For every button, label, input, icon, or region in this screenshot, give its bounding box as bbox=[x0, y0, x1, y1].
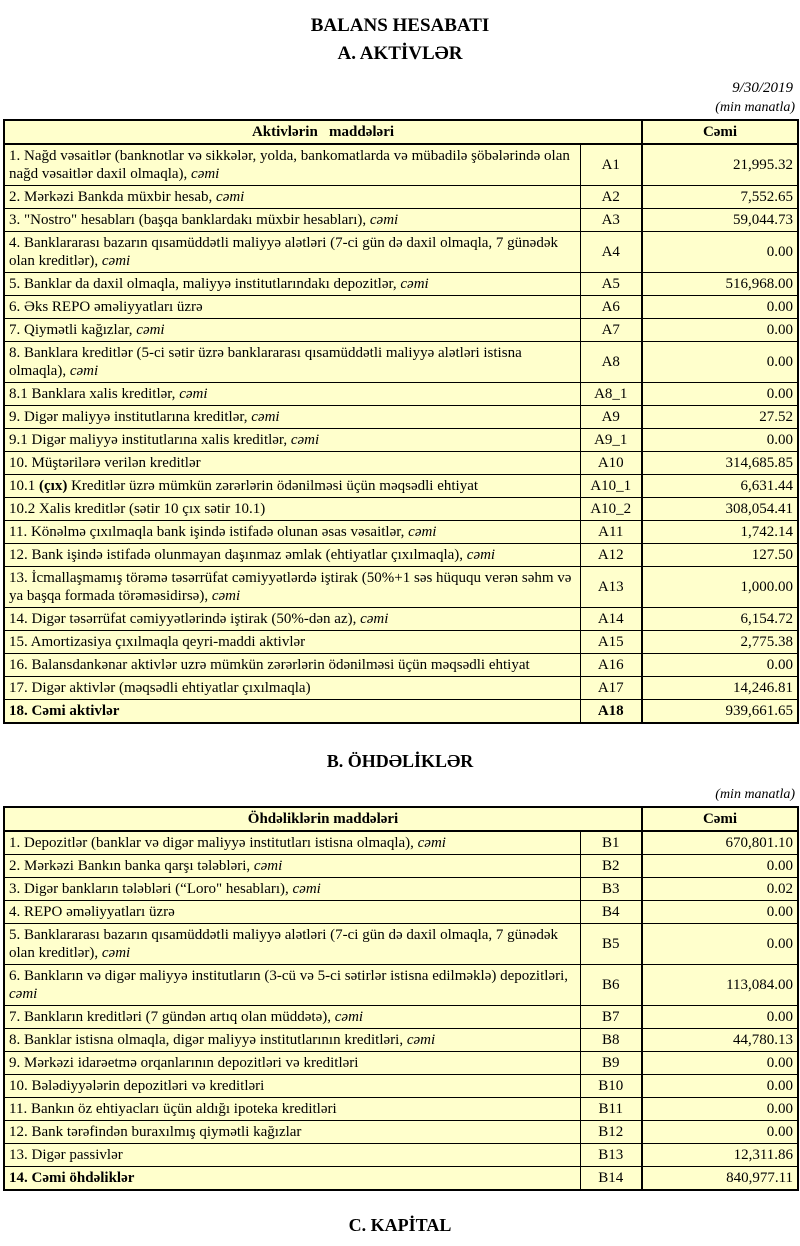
row-value: 113,084.00 bbox=[642, 965, 798, 1006]
row-code: B4 bbox=[580, 901, 642, 924]
row-label bbox=[4, 544, 580, 567]
row-value: 44,780.13 bbox=[642, 1029, 798, 1052]
row-label-segment: 6. Əks REPO əməliyyatları üzrə bbox=[9, 299, 203, 316]
row-value: 939,661.65 bbox=[642, 700, 798, 724]
row-label-segment: 9. Mərkəzi idarəetmə orqanlarının depozitləri və kreditləri bbox=[9, 1055, 359, 1072]
row-label bbox=[4, 209, 580, 232]
row-label-segment: cəmi bbox=[251, 409, 280, 426]
row-label-segment: 14. Cəmi öhdəliklər bbox=[9, 1170, 135, 1187]
row-label bbox=[4, 1075, 580, 1098]
row-label-segment: 14. Digər təsərrüfat cəmiyyətlərində iştirak (50%-dən az), bbox=[9, 611, 361, 628]
row-label-segment: 3. Digər bankların tələbləri (“Loro" hesabları), bbox=[9, 881, 293, 898]
row-label-segment: cəmi bbox=[136, 322, 165, 339]
row-label-segment: cəmi bbox=[253, 858, 283, 875]
table-row bbox=[4, 186, 798, 209]
row-label bbox=[4, 273, 580, 296]
row-label-segment: cəmi bbox=[369, 212, 399, 229]
row-label bbox=[4, 700, 580, 724]
row-value: 12,311.86 bbox=[642, 1144, 798, 1167]
row-label bbox=[4, 1052, 580, 1075]
row-label bbox=[4, 521, 580, 544]
row-value: 670,801.10 bbox=[642, 831, 798, 855]
row-code: A5 bbox=[580, 273, 642, 296]
table-row bbox=[4, 521, 798, 544]
row-value: 0.00 bbox=[642, 1006, 798, 1029]
row-code: B14 bbox=[580, 1167, 642, 1191]
assets-header-value: Cəmi bbox=[642, 120, 798, 144]
row-label-segment: 6. Bankların və digər maliyyə institutların (3-cü və 5-ci sətirlər istisna edilməklə) depozitləri, bbox=[9, 968, 568, 985]
row-label-segment: 10. Bələdiyyələrin depozitləri və kreditləri bbox=[9, 1078, 265, 1095]
row-label-segment: 4. REPO əməliyyatları üzrə bbox=[9, 904, 175, 921]
row-label bbox=[4, 1167, 580, 1191]
row-label-segment: cəmi bbox=[466, 547, 496, 564]
row-value: 7,552.65 bbox=[642, 186, 798, 209]
row-label bbox=[4, 878, 580, 901]
row-code: A8_1 bbox=[580, 383, 642, 406]
row-value: 6,154.72 bbox=[642, 608, 798, 631]
row-code: B3 bbox=[580, 878, 642, 901]
row-value: 1,000.00 bbox=[642, 567, 798, 608]
row-code: B8 bbox=[580, 1029, 642, 1052]
row-value: 0.00 bbox=[642, 342, 798, 383]
row-label bbox=[4, 475, 580, 498]
row-value: 314,685.85 bbox=[642, 452, 798, 475]
table-row bbox=[4, 878, 798, 901]
section-c-title: C. KAPİTAL bbox=[348, 1215, 452, 1236]
table-row bbox=[4, 700, 798, 724]
table-row bbox=[4, 1006, 798, 1029]
row-code: A10 bbox=[580, 452, 642, 475]
table-row bbox=[4, 383, 798, 406]
row-label bbox=[4, 1006, 580, 1029]
row-code: A12 bbox=[580, 544, 642, 567]
row-value: 127.50 bbox=[642, 544, 798, 567]
row-code: A16 bbox=[580, 654, 642, 677]
row-label-segment: cəmi bbox=[408, 524, 437, 541]
row-code: B11 bbox=[580, 1098, 642, 1121]
liabilities-header-value: Cəmi bbox=[642, 807, 798, 831]
row-code: B10 bbox=[580, 1075, 642, 1098]
row-value: 0.00 bbox=[642, 1121, 798, 1144]
row-code: A8 bbox=[580, 342, 642, 383]
row-code: A10_2 bbox=[580, 498, 642, 521]
row-value: 59,044.73 bbox=[642, 209, 798, 232]
row-label-segment: cəmi bbox=[69, 363, 99, 380]
row-code: A1 bbox=[580, 144, 642, 186]
row-code: A11 bbox=[580, 521, 642, 544]
row-value: 0.00 bbox=[642, 1075, 798, 1098]
row-label bbox=[4, 608, 580, 631]
row-label bbox=[4, 498, 580, 521]
row-label-segment: cəmi bbox=[290, 432, 320, 449]
row-label-segment: 7. Bankların kreditləri (7 gündən artıq olan müddətə), bbox=[9, 1009, 335, 1026]
row-label bbox=[4, 452, 580, 475]
row-label bbox=[4, 1121, 580, 1144]
row-code: A4 bbox=[580, 232, 642, 273]
row-label-segment: cəmi bbox=[101, 945, 131, 962]
row-code: A7 bbox=[580, 319, 642, 342]
row-code: B13 bbox=[580, 1144, 642, 1167]
row-code: A14 bbox=[580, 608, 642, 631]
row-value: 0.00 bbox=[642, 1098, 798, 1121]
row-label-segment: 7. Qiymətli kağızlar, bbox=[9, 322, 137, 339]
row-label bbox=[4, 1029, 580, 1052]
row-code: A17 bbox=[580, 677, 642, 700]
table-row bbox=[4, 232, 798, 273]
row-label-segment: 5. Banklararası bazarın qısamüddətli maliyyə alətləri (7-ci gün də daxil olmaqla, 7 günədək olan kreditlər), bbox=[9, 927, 558, 962]
row-label-segment: 8. Banklara kreditlər (5-ci sətir üzrə banklararası qısamüddətli maliyyə alətləri istisna olmaqla), bbox=[9, 345, 522, 380]
row-label-segment: cəmi bbox=[406, 1032, 436, 1049]
row-label-segment: 10.2 Xalis kreditlər (sətir 10 çıx sətir 10.1) bbox=[9, 501, 266, 518]
table-row bbox=[4, 452, 798, 475]
row-label-segment: 10.1 bbox=[9, 478, 39, 495]
row-value: 0.02 bbox=[642, 878, 798, 901]
row-label bbox=[4, 631, 580, 654]
row-label bbox=[4, 342, 580, 383]
assets-header-label: Aktivlərin maddələri bbox=[4, 120, 642, 144]
row-value: 516,968.00 bbox=[642, 273, 798, 296]
table-row bbox=[4, 677, 798, 700]
row-label-segment: (çıx) bbox=[39, 478, 68, 495]
table-row bbox=[4, 1075, 798, 1098]
row-value: 0.00 bbox=[642, 654, 798, 677]
table-row bbox=[4, 831, 798, 855]
row-code: A10_1 bbox=[580, 475, 642, 498]
row-label bbox=[4, 296, 580, 319]
row-value: 0.00 bbox=[642, 319, 798, 342]
table-row bbox=[4, 406, 798, 429]
table-row bbox=[4, 273, 798, 296]
row-label-segment: cəmi bbox=[292, 881, 321, 898]
row-label-segment: cəmi bbox=[211, 588, 241, 605]
row-label-segment: cəmi bbox=[101, 253, 131, 270]
unit-note-2: (min manatla) bbox=[715, 787, 795, 803]
row-label-segment: 17. Digər aktivlər (məqsədli ehtiyatlar çıxılmaqla) bbox=[9, 680, 311, 697]
row-label-segment: 18. Cəmi aktivlər bbox=[9, 703, 120, 720]
row-code: B5 bbox=[580, 924, 642, 965]
row-label bbox=[4, 831, 580, 855]
row-code: B7 bbox=[580, 1006, 642, 1029]
row-value: 1,742.14 bbox=[642, 521, 798, 544]
table-row bbox=[4, 924, 798, 965]
section-b-title: B. ÖHDƏLİKLƏR bbox=[326, 751, 474, 772]
table-row bbox=[4, 475, 798, 498]
row-label-segment: 13. Digər passivlər bbox=[9, 1147, 123, 1164]
row-label-segment: cəmi bbox=[216, 189, 245, 206]
table-row bbox=[4, 342, 798, 383]
row-label-segment: 16. Balansdankənar aktivlər uzrə mümkün zərərlərin ödənilməsi üçün məqsədli ehtiyat bbox=[9, 657, 530, 674]
report-date: 9/30/2019 bbox=[732, 80, 793, 97]
row-value: 6,631.44 bbox=[642, 475, 798, 498]
row-label-segment: 3. "Nostro" hesabları (başqa banklardakı müxbir hesabları), bbox=[9, 212, 370, 229]
table-row bbox=[4, 1167, 798, 1191]
row-code: A2 bbox=[580, 186, 642, 209]
table-row bbox=[4, 498, 798, 521]
row-label-segment: 9. Digər maliyyə institutlarına kreditlər, bbox=[9, 409, 252, 426]
row-label bbox=[4, 429, 580, 452]
row-label bbox=[4, 654, 580, 677]
row-label bbox=[4, 186, 580, 209]
row-label-segment: 2. Mərkəzi Bankda müxbir hesab, bbox=[9, 189, 217, 206]
row-label bbox=[4, 144, 580, 186]
table-row bbox=[4, 608, 798, 631]
row-value: 0.00 bbox=[642, 855, 798, 878]
table-row bbox=[4, 1144, 798, 1167]
row-label-segment: 1. Nağd vəsaitlər (banknotlar və sikkələr, yolda, bankomatlarda və mübadilə şöbələrində olan nağd vəsaitlər daxil olmaqla), bbox=[9, 148, 570, 183]
row-label-segment: cəmi bbox=[400, 276, 429, 293]
row-label-segment: 4. Banklararası bazarın qısamüddətli maliyyə alətləri (7-ci gün də daxil olmaqla, 7 günədək olan kreditlər), bbox=[9, 235, 558, 270]
row-label bbox=[4, 901, 580, 924]
row-code: A13 bbox=[580, 567, 642, 608]
row-label-segment: 2. Mərkəzi Bankın banka qarşı tələbləri, bbox=[9, 858, 254, 875]
row-value: 0.00 bbox=[642, 383, 798, 406]
row-label bbox=[4, 965, 580, 1006]
row-value: 0.00 bbox=[642, 1052, 798, 1075]
row-code: A18 bbox=[580, 700, 642, 724]
liabilities-table bbox=[3, 806, 799, 1191]
row-label bbox=[4, 924, 580, 965]
report-title: BALANS HESABATI bbox=[310, 15, 490, 36]
row-code: B9 bbox=[580, 1052, 642, 1075]
row-code: B12 bbox=[580, 1121, 642, 1144]
row-label-segment: cəmi bbox=[334, 1009, 364, 1026]
row-label-segment: 12. Bank işində istifadə olunmayan daşınmaz əmlak (ehtiyatlar çıxılmaqla), bbox=[9, 547, 467, 564]
row-value: 0.00 bbox=[642, 924, 798, 965]
table-row bbox=[4, 544, 798, 567]
row-code: A15 bbox=[580, 631, 642, 654]
table-row bbox=[4, 965, 798, 1006]
row-value: 14,246.81 bbox=[642, 677, 798, 700]
row-label-segment: 8. Banklar istisna olmaqla, digər maliyyə institutlarının kreditləri, bbox=[9, 1032, 407, 1049]
row-label bbox=[4, 1098, 580, 1121]
row-label bbox=[4, 677, 580, 700]
row-label-segment: 13. İcmallaşmamış törəmə təsərrüfat cəmiyyətlərdə iştirak (50%+1 səs hüququ verən səhm və ya başqa formada törəməsidirsə), bbox=[9, 570, 572, 605]
row-label bbox=[4, 567, 580, 608]
table-row bbox=[4, 1029, 798, 1052]
row-label-segment: 11. Bankın öz ehtiyacları üçün aldığı ipoteka kreditləri bbox=[9, 1101, 337, 1118]
table-row bbox=[4, 901, 798, 924]
row-label-segment: 9.1 Digər maliyyə institutlarına xalis kreditlər, bbox=[9, 432, 291, 449]
row-label-segment: cəmi bbox=[9, 986, 38, 1003]
row-label-segment: cəmi bbox=[179, 386, 208, 403]
row-label-segment: 1. Depozitlər (banklar və digər maliyyə institutları istisna olmaqla), bbox=[9, 835, 418, 852]
row-label-segment: cəmi bbox=[191, 166, 220, 183]
unit-note: (min manatla) bbox=[715, 100, 795, 116]
row-label-segment: 12. Bank tərəfindən buraxılmış qiymətli kağızlar bbox=[9, 1124, 302, 1141]
row-code: A3 bbox=[580, 209, 642, 232]
table-row bbox=[4, 144, 798, 186]
table-row bbox=[4, 855, 798, 878]
row-value: 0.00 bbox=[642, 429, 798, 452]
table-row bbox=[4, 296, 798, 319]
row-value: 0.00 bbox=[642, 232, 798, 273]
table-row bbox=[4, 1098, 798, 1121]
page-title bbox=[3, 12, 797, 67]
row-label-segment: cəmi bbox=[417, 835, 446, 852]
row-label-segment: Kreditlər üzrə mümkün zərərlərin ödənilməsi üçün məqsədli ehtiyat bbox=[67, 478, 479, 495]
row-label-segment: 11. Könəlmə çıxılmaqla bank işində istifadə olunan əsas vəsaitlər, bbox=[9, 524, 409, 541]
table-row bbox=[4, 1052, 798, 1075]
row-value: 27.52 bbox=[642, 406, 798, 429]
row-label bbox=[4, 855, 580, 878]
table-row bbox=[4, 1121, 798, 1144]
row-label bbox=[4, 1144, 580, 1167]
row-value: 0.00 bbox=[642, 296, 798, 319]
assets-table-header-row bbox=[4, 120, 798, 144]
table-row bbox=[4, 319, 798, 342]
section-a-title: A. AKTİVLƏR bbox=[337, 42, 463, 64]
row-label bbox=[4, 406, 580, 429]
row-code: A9_1 bbox=[580, 429, 642, 452]
row-code: B1 bbox=[580, 831, 642, 855]
row-label-segment: 8.1 Banklara xalis kreditlər, bbox=[9, 386, 180, 403]
row-value: 2,775.38 bbox=[642, 631, 798, 654]
row-label bbox=[4, 383, 580, 406]
liabilities-table-header-row bbox=[4, 807, 798, 831]
table-row bbox=[4, 209, 798, 232]
row-value: 308,054.41 bbox=[642, 498, 798, 521]
assets-table bbox=[3, 119, 799, 724]
row-label-segment: 15. Amortizasiya çıxılmaqla qeyri-maddi aktivlər bbox=[9, 634, 306, 651]
table-row bbox=[4, 429, 798, 452]
table-row bbox=[4, 631, 798, 654]
row-code: B6 bbox=[580, 965, 642, 1006]
row-label-segment: 5. Banklar da daxil olmaqla, maliyyə institutlarındakı depozitlər, bbox=[9, 276, 401, 293]
table-row bbox=[4, 567, 798, 608]
row-code: B2 bbox=[580, 855, 642, 878]
table-row bbox=[4, 654, 798, 677]
row-value: 840,977.11 bbox=[642, 1167, 798, 1191]
row-label bbox=[4, 319, 580, 342]
row-code: A6 bbox=[580, 296, 642, 319]
row-value: 0.00 bbox=[642, 901, 798, 924]
liabilities-header-label: Öhdəliklərin maddələri bbox=[4, 807, 642, 831]
row-label-segment: 10. Müştərilərə verilən kreditlər bbox=[9, 455, 201, 472]
row-value: 21,995.32 bbox=[642, 144, 798, 186]
row-label bbox=[4, 232, 580, 273]
row-code: A9 bbox=[580, 406, 642, 429]
row-label-segment: cəmi bbox=[360, 611, 389, 628]
